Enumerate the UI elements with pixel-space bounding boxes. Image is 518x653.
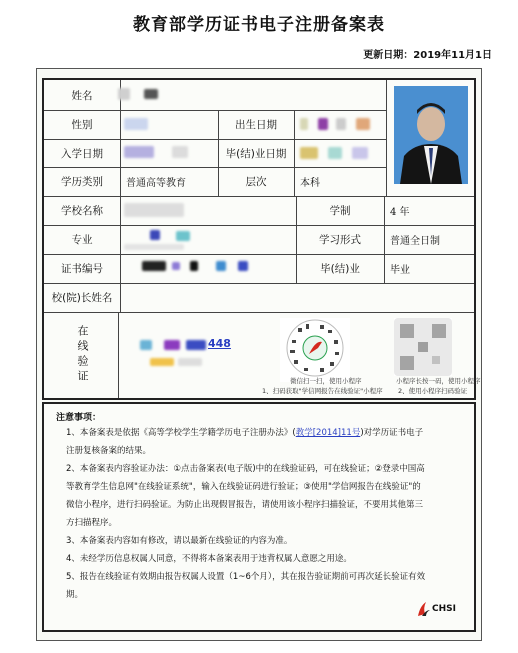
value-level: 本科 (300, 178, 320, 189)
qr-scan-caption: 小程序长按一码，使用小程序 (396, 377, 481, 385)
qr-mini-caption: 微信扫一扫，使用小程序 (290, 377, 362, 385)
redacted-enroll (172, 146, 188, 158)
note-item: 2、本备案表内容验证办法：①点击备案表(电子版)中的在线验证码，可在线验证；②登录中国高等教育学生信息网"在线验证系统"，输入在线验证码进行验证；③使用"学信网报告在线验证"的微信小程序，进行扫码验证。为防止出现假冒报告，请使用该小程序扫描验证，不要用其他第三方扫描程序。 (66, 464, 425, 528)
label-enroll-date: 入学日期 (61, 147, 103, 160)
verify-qr-code[interactable] (394, 318, 452, 376)
note-text: )对学历证书电子注册复核备案的结果。 (66, 428, 424, 456)
col-divider (118, 312, 119, 398)
page-title: 教育部学历证书电子注册备案表 (133, 15, 385, 35)
update-date: 更新日期：2019年11月1日 (363, 50, 492, 61)
label-graduation-status: 毕(结)业 (320, 263, 360, 275)
redacted-grad-date (352, 147, 368, 159)
label-name: 姓名 (71, 89, 93, 102)
note-item: 4、未经学历信息权属人同意，不得将本备案表用于违背权属人意愿之用途。 (66, 554, 352, 564)
redacted-major (150, 230, 160, 240)
redacted-cert-no (238, 261, 248, 271)
label-principal: 校(院)长姓名 (51, 292, 113, 304)
label-study-form: 学习形式 (319, 234, 361, 246)
redacted-verify-code (140, 340, 152, 350)
value-study-form: 普通全日制 (390, 236, 440, 247)
label-certificate-no: 证书编号 (61, 263, 103, 275)
redacted-verify-code (164, 340, 180, 350)
value-education-type: 普通高等教育 (126, 178, 186, 189)
col-divider (294, 110, 295, 196)
label-online-verify: 在线验证 (76, 325, 89, 385)
redacted-gender (124, 118, 148, 130)
redacted-name (144, 89, 158, 99)
student-photo (394, 86, 468, 184)
label-school-name: 学校名称 (61, 205, 103, 217)
regulation-link[interactable]: 教学[2014]11号 (295, 428, 361, 438)
online-verify-code-link[interactable]: 448 (208, 337, 231, 350)
redacted-verify-code (178, 358, 202, 366)
notes-section (42, 402, 476, 632)
chsi-logo-text: CHSI (432, 604, 456, 614)
redacted-verify-code (150, 358, 174, 366)
note-item (66, 424, 426, 460)
label-gender: 性别 (71, 119, 93, 131)
redacted-birth (318, 118, 328, 130)
value-graduation-status: 毕业 (390, 265, 410, 276)
note-item: 3、本备案表内容如有修改，请以最新在线验证的内容为准。 (66, 536, 293, 546)
redacted-major (124, 244, 184, 250)
label-education-type: 学历类别 (61, 176, 103, 188)
redacted-grad-date (300, 147, 318, 159)
redacted-birth (356, 118, 370, 130)
person-photo-icon (394, 86, 468, 184)
redacted-enroll (124, 146, 154, 158)
redacted-major (176, 231, 190, 241)
col-divider (120, 80, 121, 312)
label-major: 专业 (71, 234, 93, 246)
redacted-cert-no (142, 261, 166, 271)
label-duration: 学制 (329, 205, 351, 217)
redacted-cert-no (172, 262, 180, 270)
redacted-cert-no (216, 261, 226, 271)
label-birth-date: 出生日期 (235, 119, 277, 131)
mini-program-code-icon (280, 318, 350, 382)
value-duration: 4 年 (390, 207, 410, 218)
redacted-school (124, 203, 184, 217)
label-graduation-date: 毕(结)业日期 (225, 147, 287, 160)
label-level: 层次 (245, 176, 267, 188)
qr-caption-2: 2、使用小程序扫码验证 (398, 387, 468, 395)
redacted-grad-date (328, 147, 342, 159)
note-text: 1、本备案表是依据《高等学校学生学籍学历电子注册办法》( (66, 428, 296, 438)
redacted-verify-code (186, 340, 206, 350)
qr-caption-1: 1、扫码获取"学信网报告在线验证"小程序 (262, 387, 383, 395)
col-divider (384, 196, 385, 283)
row-divider (44, 312, 474, 313)
redacted-cert-no (190, 261, 198, 271)
redacted-birth (336, 118, 346, 130)
redacted-birth (300, 118, 308, 130)
redacted-name (118, 88, 130, 100)
note-item: 5、报告在线验证有效期由报告权属人设置（1~6个月），其在报告验证期前可再次延长验证有效期。 (66, 572, 426, 600)
qr-code-icon (394, 318, 452, 376)
chsi-logo (414, 598, 458, 620)
mini-program-qr-code[interactable] (280, 318, 350, 382)
col-divider (386, 80, 387, 196)
notes-heading: 注意事项： (56, 413, 102, 423)
